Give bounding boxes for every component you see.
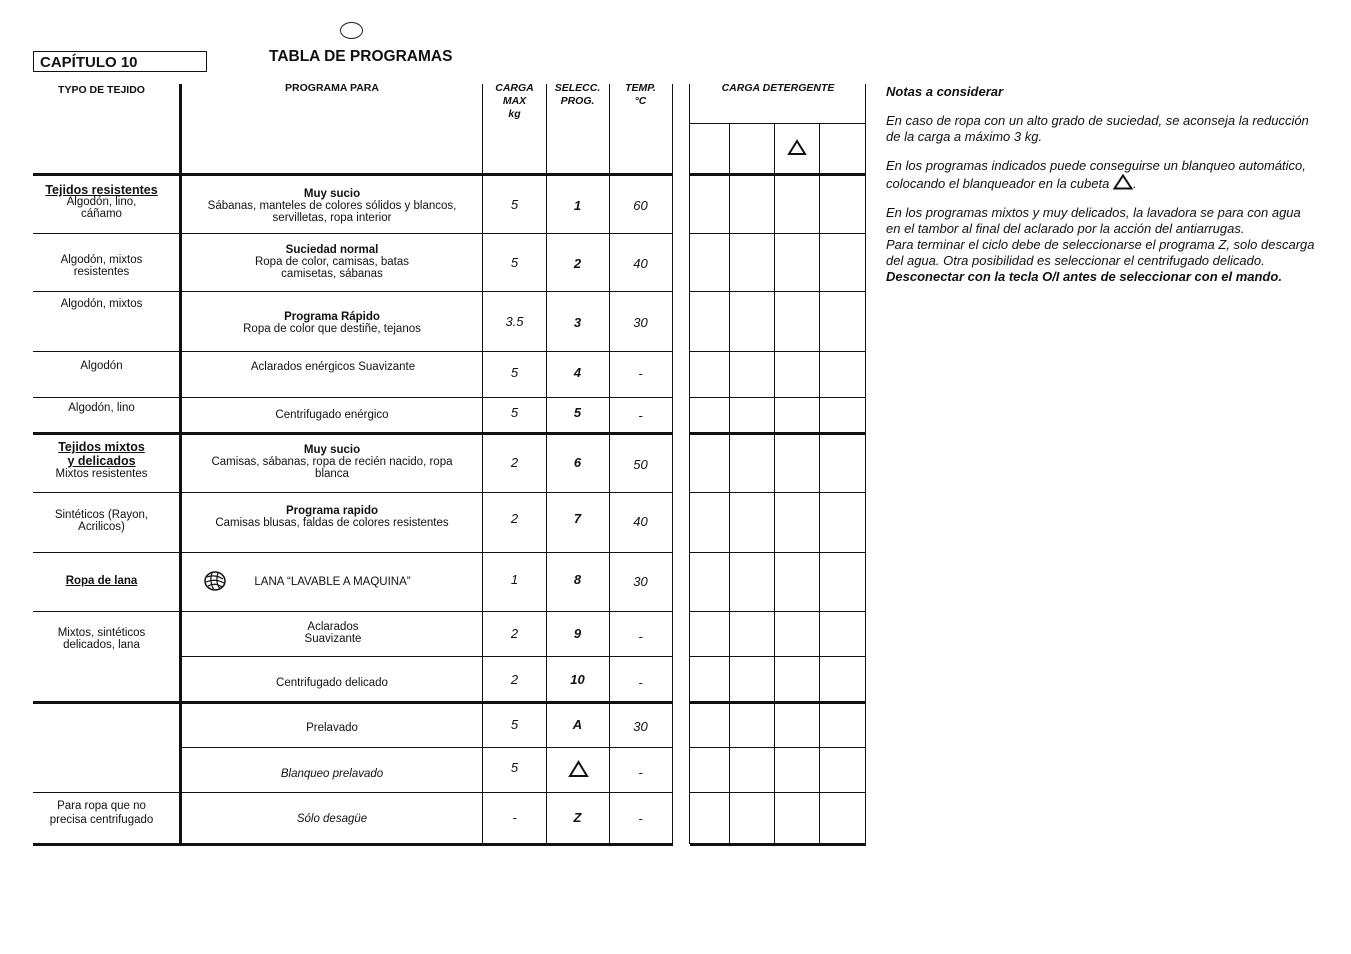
detergent-rule [690, 123, 866, 124]
detergent-rule [690, 701, 866, 704]
table-rule [33, 291, 673, 292]
fabric-group: Algodón [80, 360, 123, 372]
table-rule [33, 173, 673, 176]
header-detergent: CARGA DETERGENTE [721, 82, 835, 94]
table-rule [33, 701, 673, 704]
table-rule [182, 656, 673, 657]
detergent-rule [690, 792, 866, 793]
temp-value: 30 [633, 315, 648, 330]
detergent-divider [729, 123, 730, 844]
program-cell: Sólo desagüe [296, 813, 368, 825]
detergent-rule [690, 747, 866, 748]
program-number: 5 [573, 405, 582, 420]
temp-value: - [638, 408, 643, 423]
note-paragraph: En los programas indicados puede conseguirse un blanqueo automático, colocando el blanqueador en la cubeta . [886, 158, 1306, 191]
header-program: PROGRAMA PARA [285, 82, 379, 94]
program-number: 2 [573, 256, 582, 271]
triangle-bleach-icon [1113, 174, 1133, 190]
program-cell: Aclarados Suavizante [304, 621, 362, 645]
triangle-bleach-icon [787, 139, 807, 156]
load-value: - [512, 810, 517, 825]
detergent-rule [690, 233, 866, 234]
detergent-rule [690, 432, 866, 435]
table-rule [33, 611, 673, 612]
detergent-rule [690, 291, 866, 292]
load-value: 5 [510, 717, 519, 732]
temp-value: 40 [633, 514, 648, 529]
program-cell: Blanqueo prelavado [280, 768, 384, 780]
program-cell: Muy sucio Sábanas, manteles de colores sólidos y blancos, servilletas, ropa interior [207, 188, 457, 224]
notes-panel [886, 84, 1316, 285]
table-rule [33, 432, 673, 435]
detergent-divider [819, 123, 820, 844]
language-oval-badge [340, 22, 363, 39]
temp-value: - [638, 629, 643, 644]
table-divider [672, 84, 673, 844]
fabric-group: Mixtos, sintéticos delicados, lana [57, 627, 146, 651]
fabric-group: Algodón, mixtos resistentes [60, 254, 143, 278]
detergent-rule [690, 611, 866, 612]
temp-value: 60 [633, 198, 648, 213]
fabric-group: Sintéticos (Rayon, Acrilicos) [54, 509, 149, 533]
temp-value: - [638, 765, 643, 780]
table-rule [33, 351, 673, 352]
triangle-bleach-icon [568, 760, 589, 778]
detergent-rule [690, 173, 866, 176]
load-value: 5 [510, 405, 519, 420]
load-value: 5 [510, 365, 519, 380]
header-select: SELECC. PROG. [554, 82, 601, 107]
program-number: 7 [573, 511, 582, 526]
table-rule [33, 397, 673, 398]
program-number: 4 [573, 365, 582, 380]
program-number: Z [573, 810, 582, 825]
wool-ball-icon [203, 570, 227, 592]
table-rule [33, 492, 673, 493]
detergent-rule [690, 552, 866, 553]
temp-value: 30 [633, 574, 648, 589]
program-number: 10 [570, 672, 585, 687]
program-number: 1 [573, 198, 582, 213]
table-rule [33, 233, 673, 234]
program-cell: Muy sucio Camisas, sábanas, ropa de recién nacido, ropa blanca [211, 444, 453, 480]
header-load: CARGA MAX kg [495, 82, 534, 120]
detergent-rule [690, 656, 866, 657]
load-value: 2 [510, 455, 519, 470]
detergent-rule [690, 492, 866, 493]
program-cell: Centrifugado delicado [276, 677, 388, 689]
detergent-rule [690, 397, 866, 398]
page-title: TABLA DE PROGRAMAS [269, 48, 453, 65]
table-rule [33, 552, 673, 553]
program-cell: Programa Rápido Ropa de color que destiñe, tejanos [243, 311, 421, 335]
program-number: 3 [573, 315, 582, 330]
fabric-group: Algodón, lino [68, 402, 135, 414]
load-value: 2 [510, 511, 519, 526]
header-temp: TEMP. °C [625, 82, 656, 107]
temp-value: 40 [633, 256, 648, 271]
temp-value: 50 [633, 457, 648, 472]
program-cell: Suciedad normal Ropa de color, camisas, batas camisetas, sábanas [254, 244, 410, 280]
program-number: A [572, 717, 583, 732]
temp-value: - [638, 811, 643, 826]
fabric-group: Algodón, mixtos [60, 298, 143, 310]
load-value: 2 [510, 626, 519, 641]
temp-value: 30 [633, 719, 648, 734]
program-cell: LANA “LAVABLE A MAQUINA” [254, 576, 411, 588]
table-rule [33, 843, 673, 846]
program-cell: Centrifugado enérgico [275, 409, 389, 421]
load-value: 5 [510, 760, 519, 775]
detergent-rule [690, 351, 866, 352]
note-paragraph: Para terminar el ciclo debe de seleccionarse el programa Z, solo descarga del agua. Otra posibilidad es seleccionar el centrifugado delicado. [886, 237, 1315, 268]
load-value: 2 [510, 672, 519, 687]
notes-title: Notas a considerar [886, 84, 1004, 99]
note-paragraph: En caso de ropa con un alto grado de suciedad, se aconseja la reducción de la carga a máximo 3 kg. [886, 113, 1309, 144]
detergent-divider [774, 123, 775, 844]
table-divider [179, 84, 182, 844]
load-value: 5 [510, 255, 519, 270]
load-value: 5 [510, 197, 519, 212]
program-number: 6 [573, 455, 582, 470]
detergent-divider [689, 84, 690, 844]
note-paragraph: En los programas mixtos y muy delicados, la lavadora se para con agua en el tambor al final del aclarado por la acción del antiarrugas. [886, 205, 1301, 236]
header-fabric: TYPO DE TEJIDO [58, 84, 145, 96]
load-value: 1 [510, 572, 519, 587]
detergent-rule [690, 843, 866, 846]
fabric-group: Para ropa que no precisa centrifugado [49, 800, 154, 826]
program-cell: Programa rapido Camisas blusas, faldas de colores resistentes [215, 505, 449, 529]
program-cell: Prelavado [306, 722, 358, 734]
fabric-group: Tejidos mixtos y delicados Mixtos resistentes [55, 440, 148, 480]
temp-value: - [638, 675, 643, 690]
detergent-divider [865, 84, 866, 844]
load-value: 3.5 [505, 314, 524, 329]
program-number: 9 [573, 626, 582, 641]
note-paragraph: Desconectar con la tecla O/I antes de seleccionar con el mando. [886, 269, 1282, 284]
fabric-group: Ropa de lana [65, 575, 138, 587]
temp-value: - [638, 366, 643, 381]
table-rule [182, 747, 673, 748]
table-rule [33, 792, 673, 793]
chapter-label: CAPÍTULO 10 [33, 51, 207, 72]
program-cell: Aclarados enérgicos Suavizante [250, 361, 416, 373]
fabric-group: Tejidos resistentes Algodón, lino, cáñamo [45, 183, 158, 220]
program-number: 8 [573, 572, 582, 587]
